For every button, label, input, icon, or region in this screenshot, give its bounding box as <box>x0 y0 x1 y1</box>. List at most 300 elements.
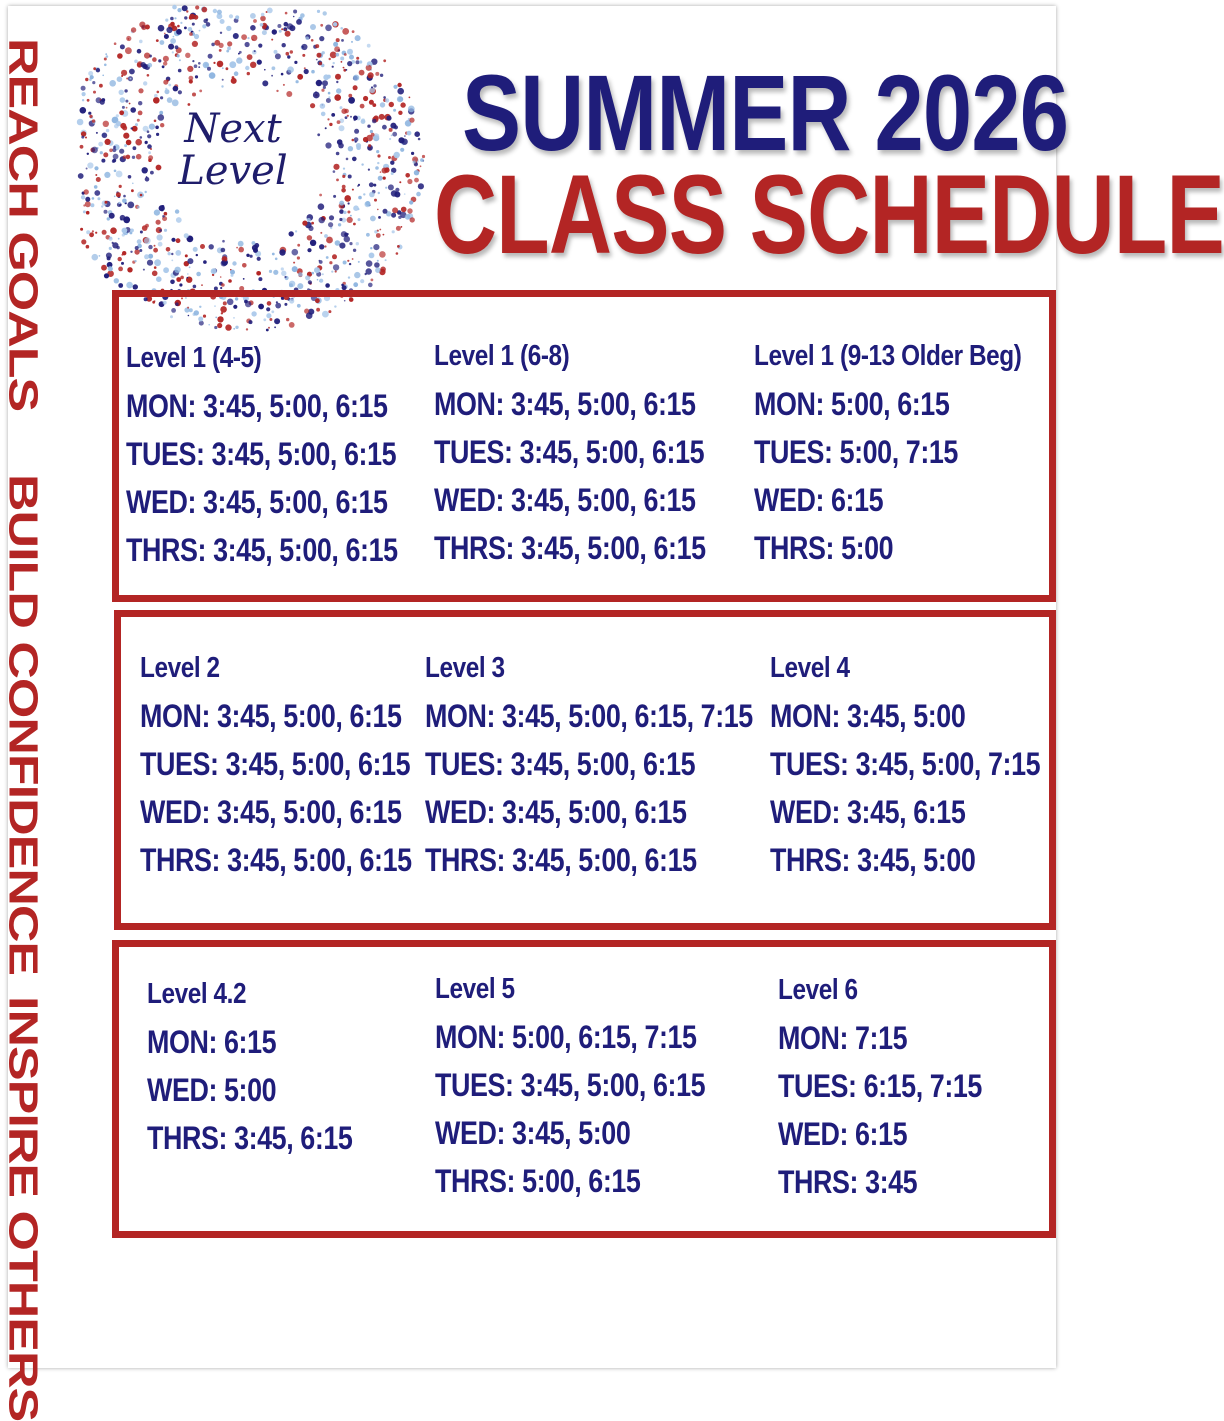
confetti-dot <box>319 260 323 264</box>
confetti-dot <box>409 118 414 123</box>
confetti-dot <box>143 81 147 85</box>
confetti-dot <box>401 139 407 145</box>
confetti-dot <box>92 197 95 200</box>
slogan-inspire-others: INSPIRE OTHERS <box>0 996 46 1421</box>
confetti-dot <box>192 23 195 26</box>
confetti-dot <box>377 209 379 211</box>
confetti-dot <box>289 283 293 287</box>
confetti-dot <box>408 106 415 113</box>
confetti-dot <box>251 35 257 41</box>
confetti-dot <box>250 13 256 19</box>
confetti-dot <box>405 173 410 178</box>
confetti-dot <box>118 257 122 261</box>
confetti-dot <box>320 24 323 27</box>
level-heading: Level 1 (6-8) <box>434 340 570 372</box>
confetti-dot <box>87 99 90 102</box>
confetti-dot <box>257 271 261 275</box>
time-row: MON: 3:45, 5:00, 6:15 <box>434 386 696 422</box>
confetti-dot <box>326 256 329 259</box>
confetti-dot <box>361 118 365 122</box>
confetti-dot <box>114 42 117 45</box>
confetti-dot <box>339 209 344 214</box>
confetti-dot <box>213 62 215 64</box>
confetti-dot <box>354 129 359 134</box>
confetti-dot <box>92 119 95 122</box>
confetti-dot <box>176 29 182 35</box>
level-heading: Level 6 <box>778 974 858 1006</box>
confetti-dot <box>208 54 213 59</box>
confetti-dot <box>319 194 322 197</box>
confetti-dot <box>262 26 266 30</box>
confetti-dot <box>84 189 89 194</box>
confetti-dot <box>150 171 154 175</box>
confetti-dot <box>134 60 138 64</box>
confetti-dot <box>310 24 316 30</box>
confetti-dot <box>99 84 103 88</box>
confetti-dot <box>133 146 137 150</box>
confetti-dot <box>142 167 148 173</box>
confetti-dot <box>351 41 353 43</box>
confetti-dot <box>175 209 179 213</box>
confetti-dot <box>193 285 197 289</box>
confetti-dot <box>194 34 199 39</box>
confetti-dot <box>370 247 372 249</box>
time-row: WED: 3:45, 6:15 <box>770 794 966 830</box>
confetti-dot <box>138 101 142 105</box>
confetti-dot <box>293 262 295 264</box>
confetti-dot <box>320 232 322 234</box>
confetti-dot <box>257 60 262 65</box>
confetti-dot <box>332 66 334 68</box>
confetti-dot <box>344 236 350 242</box>
confetti-dot <box>157 234 163 240</box>
confetti-dot <box>320 103 326 109</box>
confetti-dot <box>101 205 103 207</box>
confetti-dot <box>369 192 375 198</box>
confetti-dot <box>136 154 142 160</box>
confetti-dot <box>226 67 229 70</box>
confetti-dot <box>96 177 101 182</box>
confetti-dot <box>250 62 256 68</box>
confetti-dot <box>392 207 398 213</box>
confetti-dot <box>286 52 290 56</box>
confetti-dot <box>171 238 175 242</box>
time-row: WED: 3:45, 5:00, 6:15 <box>126 484 388 520</box>
confetti-dot <box>356 60 360 64</box>
confetti-dot <box>307 248 311 252</box>
confetti-dot <box>170 22 175 27</box>
confetti-dot <box>194 64 198 68</box>
confetti-dot <box>353 223 356 226</box>
confetti-dot <box>154 266 157 269</box>
confetti-dot <box>356 242 359 245</box>
confetti-dot <box>317 10 320 13</box>
confetti-dot <box>357 208 359 210</box>
confetti-dot <box>178 69 182 73</box>
confetti-dot <box>281 73 284 76</box>
confetti-dot <box>217 61 224 68</box>
confetti-dot <box>334 94 341 101</box>
confetti-dot <box>104 172 110 178</box>
confetti-dot <box>147 260 153 266</box>
confetti-dot <box>347 115 349 117</box>
confetti-dot <box>290 50 293 53</box>
time-row: THRS: 3:45, 5:00 <box>770 842 976 878</box>
schedule-column <box>126 334 398 574</box>
confetti-dot <box>257 257 261 261</box>
confetti-dot <box>392 230 395 233</box>
confetti-dot <box>87 153 89 155</box>
confetti-dot <box>260 23 264 27</box>
confetti-dot <box>177 54 180 57</box>
confetti-dot <box>245 66 249 70</box>
confetti-dot <box>170 38 176 44</box>
confetti-dot <box>414 178 419 183</box>
confetti-dot <box>127 202 134 209</box>
confetti-dot <box>348 94 352 98</box>
confetti-dot <box>394 192 400 198</box>
confetti-dot <box>287 66 294 73</box>
confetti-dot <box>86 211 90 215</box>
confetti-dot <box>98 142 103 147</box>
confetti-dot <box>313 92 320 99</box>
confetti-dot <box>307 235 312 240</box>
confetti-dot <box>315 44 319 48</box>
confetti-dot <box>86 168 88 170</box>
confetti-dot <box>258 277 262 281</box>
confetti-dot <box>82 92 86 96</box>
confetti-dot <box>347 260 349 262</box>
confetti-dot <box>312 272 315 275</box>
confetti-dot <box>325 25 332 32</box>
confetti-dot <box>104 273 109 278</box>
confetti-dot <box>221 85 223 87</box>
confetti-dot <box>114 278 119 283</box>
confetti-dot <box>198 62 201 65</box>
confetti-dot <box>109 213 115 219</box>
confetti-dot <box>156 276 162 282</box>
confetti-dot <box>89 78 92 81</box>
confetti-dot <box>367 65 369 67</box>
confetti-dot <box>343 168 345 170</box>
time-row: THRS: 3:45 <box>778 1164 918 1200</box>
confetti-dot <box>292 249 299 256</box>
confetti-dot <box>260 16 266 22</box>
confetti-dot <box>135 123 138 126</box>
confetti-dot <box>196 254 198 256</box>
confetti-dot <box>139 249 142 252</box>
confetti-dot <box>164 33 166 35</box>
confetti-dot <box>116 114 119 117</box>
confetti-dot <box>359 60 362 63</box>
confetti-dot <box>211 43 215 47</box>
time-row: MON: 3:45, 5:00, 6:15 <box>140 698 402 734</box>
confetti-dot <box>81 86 86 91</box>
confetti-dot <box>393 109 396 112</box>
confetti-dot <box>113 154 119 160</box>
confetti-dot <box>377 154 380 157</box>
confetti-dot <box>322 80 328 86</box>
confetti-dot <box>171 260 173 262</box>
confetti-dot <box>341 108 347 114</box>
confetti-dot <box>101 98 105 102</box>
confetti-dot <box>180 22 182 24</box>
confetti-dot <box>80 228 83 231</box>
confetti-dot <box>323 11 327 15</box>
confetti-dot <box>359 70 365 76</box>
confetti-dot <box>179 283 182 286</box>
confetti-dot <box>92 230 94 232</box>
confetti-dot <box>120 44 125 49</box>
confetti-dot <box>353 85 358 90</box>
confetti-dot <box>125 100 128 103</box>
confetti-dot <box>171 253 173 255</box>
confetti-dot <box>382 125 387 130</box>
confetti-dot <box>160 96 163 99</box>
confetti-dot <box>121 262 124 265</box>
confetti-dot <box>128 175 132 179</box>
confetti-dot <box>138 111 143 116</box>
confetti-dot <box>143 269 145 271</box>
confetti-dot <box>311 39 314 42</box>
confetti-dot <box>164 34 169 39</box>
confetti-dot <box>397 83 401 87</box>
confetti-dot <box>97 197 100 200</box>
confetti-dot <box>126 140 132 146</box>
confetti-dot <box>131 189 134 192</box>
confetti-dot <box>139 40 143 44</box>
confetti-dot <box>184 27 187 30</box>
confetti-dot <box>319 36 324 41</box>
confetti-dot <box>116 192 121 197</box>
confetti-dot <box>144 53 150 59</box>
confetti-dot <box>400 148 404 152</box>
confetti-dot <box>166 247 171 252</box>
confetti-dot <box>137 119 140 122</box>
confetti-dot <box>335 240 341 246</box>
confetti-dot <box>86 245 90 249</box>
confetti-dot <box>140 194 143 197</box>
confetti-dot <box>131 27 136 32</box>
confetti-dot <box>336 179 339 182</box>
confetti-dot <box>393 85 397 89</box>
level-heading: Level 4.2 <box>147 978 247 1010</box>
confetti-dot <box>162 215 165 218</box>
confetti-dot <box>375 72 379 76</box>
confetti-dot <box>347 217 353 223</box>
confetti-dot <box>109 80 116 87</box>
confetti-dot <box>385 98 389 102</box>
confetti-dot <box>189 266 191 268</box>
confetti-dot <box>166 27 172 33</box>
confetti-dot <box>220 287 222 289</box>
confetti-dot <box>363 96 368 101</box>
confetti-dot <box>209 244 214 249</box>
confetti-dot <box>285 31 291 37</box>
confetti-dot <box>389 128 393 132</box>
time-row: TUES: 3:45, 5:00, 7:15 <box>770 746 1041 782</box>
confetti-dot <box>93 67 96 70</box>
confetti-dot <box>352 258 354 260</box>
confetti-dot <box>156 39 159 42</box>
confetti-dot <box>358 218 361 221</box>
confetti-dot <box>349 55 354 60</box>
confetti-dot <box>81 239 86 244</box>
confetti-dot <box>310 240 316 246</box>
confetti-dot <box>271 39 273 41</box>
time-row: TUES: 5:00, 7:15 <box>754 434 958 470</box>
schedule-column <box>425 644 753 884</box>
confetti-dot <box>384 167 389 172</box>
confetti-dot <box>341 61 343 63</box>
confetti-dot <box>378 216 381 219</box>
confetti-dot <box>126 282 133 289</box>
level-heading: Level 3 <box>425 652 505 684</box>
confetti-dot <box>141 25 146 30</box>
confetti-dot <box>370 216 376 222</box>
confetti-dot <box>332 254 337 259</box>
confetti-dot <box>391 172 394 175</box>
confetti-dot <box>187 66 193 72</box>
confetti-dot <box>377 260 379 262</box>
confetti-dot <box>242 263 247 268</box>
confetti-dot <box>323 86 326 89</box>
confetti-dot <box>414 170 419 175</box>
confetti-dot <box>112 242 114 244</box>
confetti-dot <box>297 244 300 247</box>
confetti-dot <box>238 241 244 247</box>
confetti-dot <box>102 230 107 235</box>
confetti-dot <box>353 249 356 252</box>
confetti-dot <box>333 195 336 198</box>
confetti-dot <box>126 107 128 109</box>
confetti-dot <box>101 265 107 271</box>
confetti-dot <box>195 75 198 78</box>
confetti-dot <box>162 65 165 68</box>
confetti-dot <box>316 59 318 61</box>
confetti-dot <box>103 121 109 127</box>
confetti-dot <box>366 65 372 71</box>
confetti-dot <box>253 19 257 23</box>
confetti-dot <box>158 59 161 62</box>
confetti-dot <box>167 97 173 103</box>
confetti-dot <box>333 264 339 270</box>
confetti-dot <box>385 259 387 261</box>
confetti-dot <box>189 76 194 81</box>
confetti-dot <box>119 149 124 154</box>
confetti-dot <box>135 246 139 250</box>
confetti-dot <box>404 193 406 195</box>
confetti-dot <box>198 66 200 68</box>
confetti-dot <box>165 19 168 22</box>
confetti-dot <box>116 121 121 126</box>
confetti-dot <box>118 202 120 204</box>
confetti-dot <box>163 267 169 273</box>
confetti-dot <box>333 164 339 170</box>
confetti-dot <box>386 116 391 121</box>
confetti-dot <box>192 41 198 47</box>
confetti-dot <box>222 67 224 69</box>
confetti-dot <box>78 173 84 179</box>
time-row: WED: 3:45, 5:00, 6:15 <box>425 794 687 830</box>
confetti-dot <box>94 190 100 196</box>
confetti-dot <box>308 280 312 284</box>
confetti-dot <box>371 279 374 282</box>
confetti-dot <box>374 199 377 202</box>
confetti-dot <box>157 91 160 94</box>
confetti-dot <box>297 74 303 80</box>
confetti-dot <box>77 119 84 126</box>
slogan-build-confidence: BUILD CONFIDENCE <box>0 474 46 976</box>
confetti-dot <box>129 69 135 75</box>
confetti-dot <box>80 145 84 149</box>
confetti-dot <box>373 244 379 250</box>
confetti-dot <box>105 53 107 55</box>
confetti-dot <box>130 107 136 113</box>
confetti-dot <box>380 102 385 107</box>
time-row: WED: 6:15 <box>754 482 884 518</box>
confetti-dot <box>102 133 108 139</box>
confetti-dot <box>120 97 126 103</box>
confetti-dot <box>149 124 155 130</box>
confetti-dot <box>333 170 336 173</box>
confetti-dot <box>119 110 124 115</box>
confetti-dot <box>116 246 119 249</box>
confetti-dot <box>371 86 373 88</box>
confetti-dot <box>232 76 235 79</box>
confetti-dot <box>85 78 88 81</box>
confetti-dot <box>372 119 377 124</box>
confetti-dot <box>372 103 376 107</box>
confetti-dot <box>122 233 125 236</box>
confetti-dot <box>329 261 332 264</box>
confetti-dot <box>200 244 205 249</box>
confetti-dot <box>179 59 181 61</box>
confetti-dot <box>380 171 382 173</box>
confetti-dot <box>297 256 300 259</box>
confetti-dot <box>329 215 334 220</box>
confetti-dot <box>137 49 142 54</box>
confetti-dot <box>305 275 310 280</box>
schedule-column <box>770 644 1040 884</box>
confetti-dot <box>156 220 161 225</box>
confetti-dot <box>347 49 353 55</box>
confetti-dot <box>358 261 360 263</box>
confetti-dot <box>322 273 324 275</box>
confetti-dot <box>92 81 95 84</box>
time-row: TUES: 3:45, 5:00, 6:15 <box>425 746 696 782</box>
confetti-dot <box>340 27 343 30</box>
confetti-dot <box>258 44 262 48</box>
confetti-dot <box>339 218 342 221</box>
confetti-dot <box>144 254 149 259</box>
confetti-dot <box>107 217 110 220</box>
confetti-dot <box>302 54 305 57</box>
confetti-dot <box>163 80 168 85</box>
confetti-dot <box>376 150 379 153</box>
confetti-dot <box>279 249 285 255</box>
confetti-dot <box>159 229 162 232</box>
confetti-dot <box>122 251 126 255</box>
confetti-dot <box>338 223 341 226</box>
confetti-dot <box>366 233 370 237</box>
confetti-dot <box>247 54 253 60</box>
time-row: THRS: 3:45, 5:00, 6:15 <box>140 842 412 878</box>
confetti-dot <box>318 203 325 210</box>
time-row: MON: 3:45, 5:00, 6:15, 7:15 <box>425 698 753 734</box>
time-row: THRS: 3:45, 5:00, 6:15 <box>425 842 697 878</box>
confetti-dot <box>163 56 169 62</box>
